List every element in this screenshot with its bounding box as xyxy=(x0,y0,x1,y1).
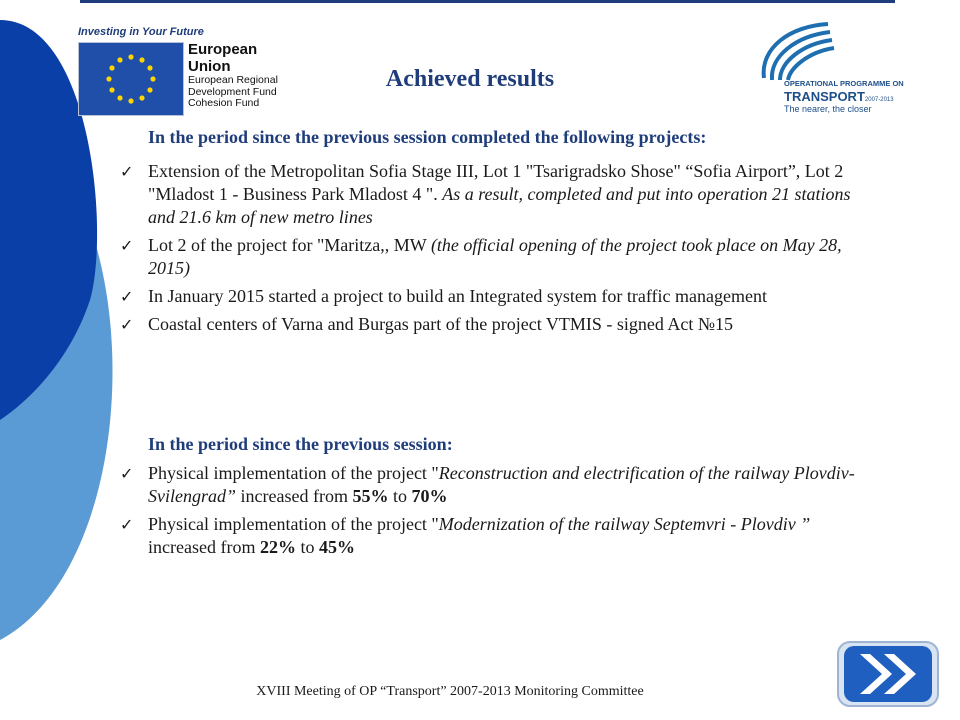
eu-line5: Cohesion Fund xyxy=(188,97,260,110)
section2-lead: In the period since the previous session: xyxy=(148,434,453,454)
item-pre: Physical implementation of the project " xyxy=(148,514,439,534)
list-item xyxy=(120,285,860,308)
double-chevron-right-icon xyxy=(832,636,944,712)
item-pre: Physical implementation of the project " xyxy=(148,463,439,483)
op-line2 xyxy=(784,90,904,103)
list-item xyxy=(120,513,860,559)
page-title: Achieved results xyxy=(385,66,555,92)
top-divider xyxy=(80,0,895,3)
item-to: 70% xyxy=(411,486,448,506)
eu-line1: European xyxy=(188,41,258,58)
eu-line4: Development Fund xyxy=(188,85,277,98)
op-years: 2007-2013 xyxy=(864,96,894,103)
item-text: Coastal centers of Varna and Burgas part of the project VTMIS - signed Act №15 xyxy=(148,314,734,334)
section1-lead: In the period since the previous session completed the following projects: xyxy=(148,127,707,147)
item-italic: Reconstruction and electrification of the railway Plovdiv-Svilengrad” xyxy=(148,463,855,506)
item-italic: (the official opening of the project took place on May 28, 2015) xyxy=(148,235,842,278)
op-transport-word: TRANSPORT xyxy=(784,88,865,104)
eu-flag-icon xyxy=(78,42,184,116)
item-text: Lot 2 of the project for "Maritza,, MW xyxy=(148,235,431,255)
section2-list xyxy=(120,462,860,564)
op-line1: OPERATIONAL PROGRAMME ON xyxy=(784,79,904,88)
op-transport-text xyxy=(784,80,904,114)
checkmark-icon: ✓ xyxy=(120,287,134,306)
list-item xyxy=(120,462,860,508)
op-slogan: The nearer, the closer xyxy=(784,103,872,114)
eu-line2: Union xyxy=(188,57,231,75)
checkmark-icon: ✓ xyxy=(120,464,134,483)
eu-line3: European Regional xyxy=(188,74,278,86)
list-item xyxy=(120,234,860,280)
item-from: 22% xyxy=(259,537,296,557)
eu-text xyxy=(188,42,278,110)
checkmark-icon: ✓ xyxy=(120,315,134,334)
item-to-word: to xyxy=(295,537,319,557)
checkmark-icon: ✓ xyxy=(120,515,134,534)
item-from: 55% xyxy=(352,486,389,506)
item-mid: increased from xyxy=(148,537,260,557)
item-italic: As a result, completed and put into operation 21 stations and 21.6 km of new metro lines xyxy=(148,184,851,227)
list-item xyxy=(120,313,860,336)
eu-logo xyxy=(78,26,298,122)
item-italic: Modernization of the railway Septemvri - Plovdiv ” xyxy=(438,514,811,534)
checkmark-icon: ✓ xyxy=(120,162,134,181)
item-text: In January 2015 started a project to build an Integrated system for traffic management xyxy=(148,286,767,306)
eu-tagline: Investing in Your Future xyxy=(78,26,204,38)
next-slide-button[interactable] xyxy=(832,636,944,712)
list-item xyxy=(120,160,860,229)
item-mid: increased from xyxy=(236,486,353,506)
item-text: Extension of the Metropolitan Sofia Stage III, Lot 1 "Tsarigradsko Shose" “Sofia Airport”, Lot 2 "Mladost 1 - Business Park Mladost 4 ". xyxy=(148,161,844,204)
item-to-word: to xyxy=(388,486,412,506)
item-to: 45% xyxy=(318,537,355,557)
checkmark-icon: ✓ xyxy=(120,236,134,255)
footer-text: XVIII Meeting of OP “Transport” 2007-2013 Monitoring Committee xyxy=(256,684,644,699)
section1-list xyxy=(120,160,860,341)
